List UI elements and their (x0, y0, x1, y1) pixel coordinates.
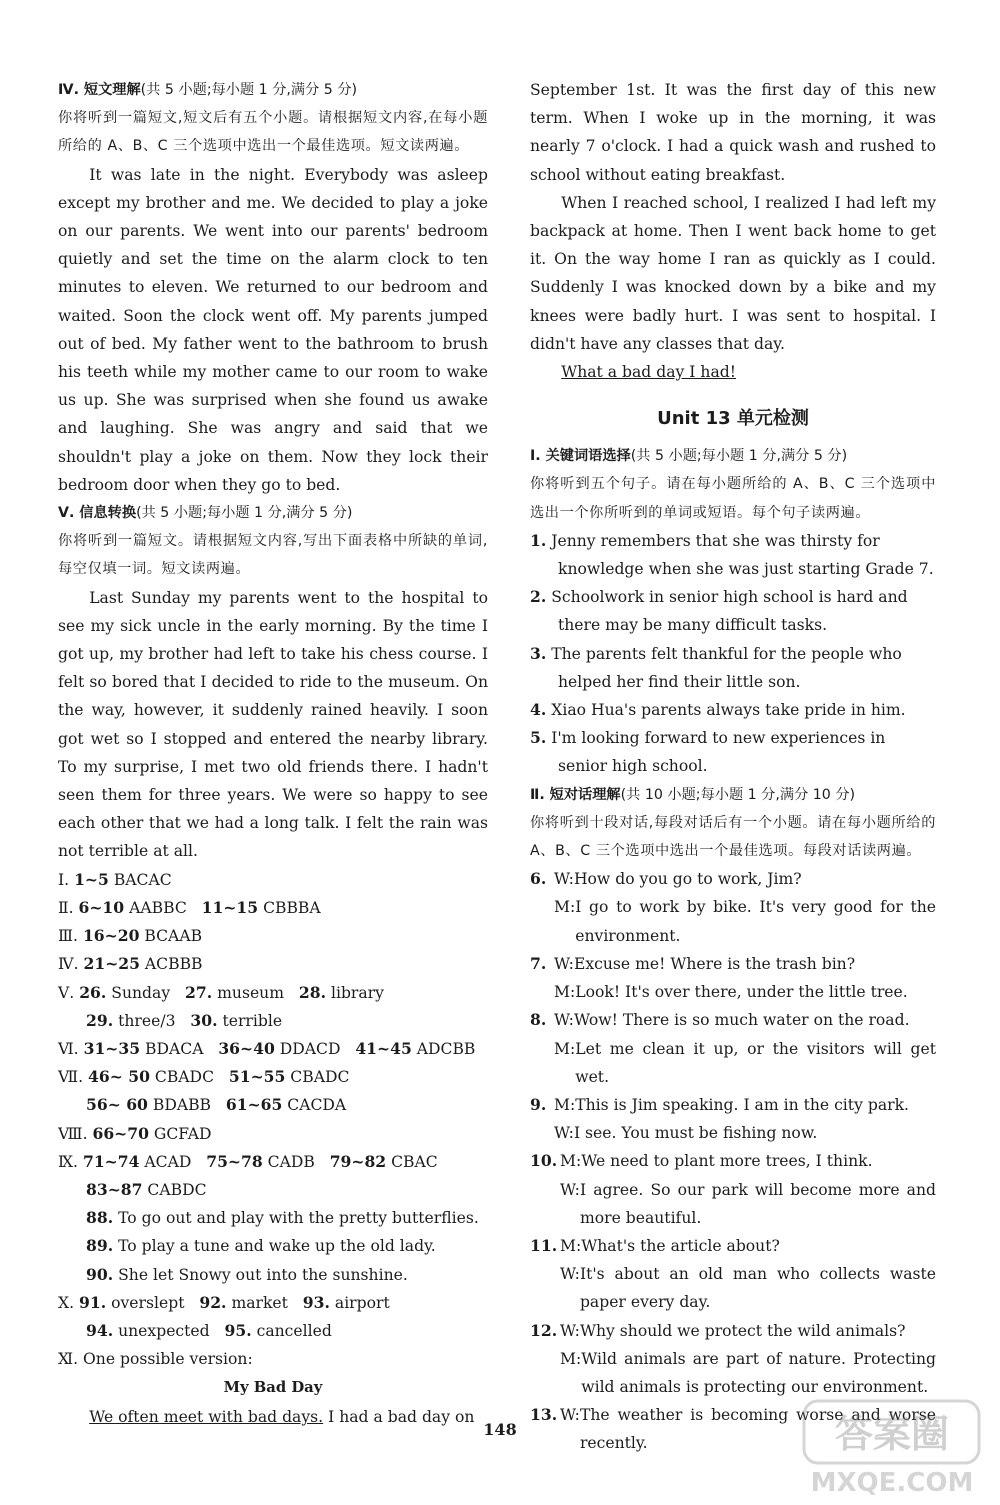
dialogue-item (530, 950, 936, 1006)
answer-key (58, 866, 488, 1374)
essay-opening: We often meet with bad days. I had a bad day on (89, 1408, 475, 1427)
left-column (58, 76, 488, 1432)
dialogue-line: M: Let me clean it up, or the visitors will get wet. (554, 1039, 936, 1086)
section-iv-heading: Ⅳ. 短文理解(共 5 小题;每小题 1 分,满分 5 分) (58, 82, 358, 98)
page-number: 148 (483, 1420, 517, 1439)
right-column (530, 76, 936, 1458)
watermark-icon (800, 1395, 985, 1500)
dialogue-line: M: Wild animals are part of nature. Protecting wild animals is protecting our environment. (560, 1349, 936, 1396)
answer-line: Ⅴ. 26. Sunday 27. museum 28. library (58, 982, 384, 1002)
section-iv-passage: It was late in the night. Everybody was asleep except my brother and me. We decided to play a joke on our parents. We went into our parents' bedroom quietly and set the time on the alarm clock to ten minutes to eleven. We returned to our bedroom and waited. Soon the clock went off. My parents jumped out of bed. My father went to the bathroom to brush his teeth while my mother came to our room to wake us up. She was surprised when she found us awake and laughing. She was angry and said that we shouldn't play a joke on them. Now they lock their bedroom door when they go to bed. (58, 165, 488, 494)
dialogue-item (530, 1232, 936, 1317)
section-v-heading: Ⅴ. 信息转换(共 5 小题;每小题 1 分,满分 5 分) (58, 505, 353, 522)
dialogue-line: W: I see. You must be fishing now. (554, 1124, 818, 1143)
dialogue-line: M: I go to work by bike. It's very good for the environment. (554, 898, 936, 945)
dialogue-list (530, 865, 936, 1457)
dialogue-line: 8. W: Wow! There is so much water on the road. (530, 1010, 910, 1030)
essay-title: My Bad Day (223, 1379, 323, 1397)
answer-line: 94. unexpected 95. cancelled (86, 1320, 332, 1340)
essay-ending: What a bad day I had! (561, 363, 737, 382)
answer-line: 90. She let Snowy out into the sunshine. (86, 1264, 408, 1284)
answer-line: 83~87 CABDC (86, 1179, 207, 1199)
dialogue-line: 12. W: Why should we protect the wild animals? (530, 1320, 906, 1340)
answer-line: Ⅵ. 31~35 BDACA 36~40 DDACD 41~45 ADCBB (58, 1038, 476, 1058)
answer-line: Ⅱ. 6~10 AABBC 11~15 CBBBA (58, 897, 321, 917)
answer-line: Ⅰ. 1~5 BACAC (58, 869, 172, 889)
answer-line: Ⅺ. One possible version: (58, 1350, 253, 1369)
watermark-url: MXQE.COM (810, 1468, 974, 1498)
watermark-text: 答案圈 (834, 1412, 950, 1456)
section-i-items (530, 527, 936, 781)
answer-line: 89. To play a tune and wake up the old lady. (86, 1236, 436, 1256)
section-v-passage: Last Sunday my parents went to the hospital to see my sick uncle in the early morning. By the time I got up, my brother had left to take his chess course. I felt so bored that I decided to ride to the museum. On the way, however, it suddenly rained heavily. I soon got wet so I stopped and entered the nearby library. To my surprise, I met two old friends there. I hadn't seen them for three years. We were so happy to see each other that we had a long talk. I felt the rain was not terrible at all. (58, 588, 488, 861)
answer-line: Ⅳ. 21~25 ACBBB (58, 954, 203, 974)
list-item: 5. I'm looking forward to new experiences in senior high school. (530, 728, 886, 776)
answer-line: Ⅷ. 66~70 GCFAD (58, 1123, 212, 1143)
dialogue-line: 11. M: What's the article about? (530, 1235, 780, 1255)
dialogue-line: 10. M: We need to plant more trees, I think. (530, 1151, 873, 1171)
dialogue-item (530, 1006, 936, 1091)
dialogue-line: W: It's about an old man who collects waste paper every day. (560, 1265, 936, 1312)
essay-continuation: September 1st. It was the first day of this new term. When I woke up in the morning, it was nearly 7 o'clock. I had a quick wash and rushed to school without eating breakfast. (530, 81, 936, 184)
answer-line: Ⅹ. 91. overslept 92. market 93. airport (58, 1292, 390, 1312)
answer-line: 56~ 60 BDABB 61~65 CACDA (86, 1095, 347, 1115)
dialogue-line: 9. M: This is Jim speaking. I am in the city park. (530, 1094, 909, 1114)
dialogue-item (530, 1091, 936, 1147)
answer-line: Ⅸ. 71~74 ACAD 75~78 CADB 79~82 CBAC (58, 1151, 438, 1171)
list-item: 4. Xiao Hua's parents always take pride in him. (530, 700, 906, 720)
dialogue-line: M: Look! It's over there, under the little tree. (554, 983, 908, 1002)
list-item: 2. Schoolwork in senior high school is hard and there may be many difficult tasks. (530, 587, 908, 635)
section-iv-instructions: 你将听到一篇短文,短文后有五个小题。请根据短文内容,在每小题所给的 A、B、C 三个选项中选出一个最佳选项。短文读两遍。 (58, 110, 488, 155)
answer-line: Ⅲ. 16~20 BCAAB (58, 926, 203, 946)
essay-paragraph-2: When I reached school, I realized I had left my backpack at home. Then I went back home to get it. On the way home I ran as quickly as I could. Suddenly I was knocked down by a bike and my knees were badly hurt. I was sent to hospital. I didn't have any classes that day. (530, 193, 936, 353)
answer-line: 29. three/3 30. terrible (86, 1010, 283, 1030)
section-ii-heading: Ⅱ. 短对话理解(共 10 小题;每小题 1 分,满分 10 分) (530, 786, 856, 803)
dialogue-line: 6. W: How do you go to work, Jim? (530, 869, 802, 889)
dialogue-item (530, 1147, 936, 1232)
unit-title: Unit 13 单元检测 (657, 408, 809, 430)
list-item: 1. Jenny remembers that she was thirsty for knowledge when she was just starting Grade 7. (530, 530, 934, 579)
list-item: 3. The parents felt thankful for the people who helped her find their little son. (530, 643, 902, 691)
dialogue-line: 13. W: The weather is becoming worse and worse recently. (530, 1405, 936, 1453)
section-v-instructions: 你将听到一篇短文。请根据短文内容,写出下面表格中所缺的单词,每空仅填一词。短文读两遍。 (58, 533, 488, 578)
section-ii-instructions: 你将听到十段对话,每段对话后有一个小题。请在每小题所给的 A、B、C 三个选项中选出一个最佳选项。每段对话读两遍。 (530, 814, 936, 860)
dialogue-line: 7. W: Excuse me! Where is the trash bin? (530, 953, 856, 973)
section-i-instructions: 你将听到五个句子。请在每小题所给的 A、B、C 三个选项中选出一个你所听到的单词或短语。每个句子读两遍。 (530, 476, 936, 521)
section-i-heading: Ⅰ. 关键词语选择(共 5 小题;每小题 1 分,满分 5 分) (530, 448, 848, 465)
dialogue-line: W: I agree. So our park will become more and more beautiful. (560, 1180, 936, 1227)
dialogue-item (530, 1317, 936, 1402)
watermark-logo (800, 1395, 985, 1500)
dialogue-item (530, 865, 936, 950)
answer-line: Ⅶ. 46~ 50 CBADC 51~55 CBADC (58, 1067, 350, 1087)
answer-line: 88. To go out and play with the pretty butterflies. (86, 1208, 479, 1228)
